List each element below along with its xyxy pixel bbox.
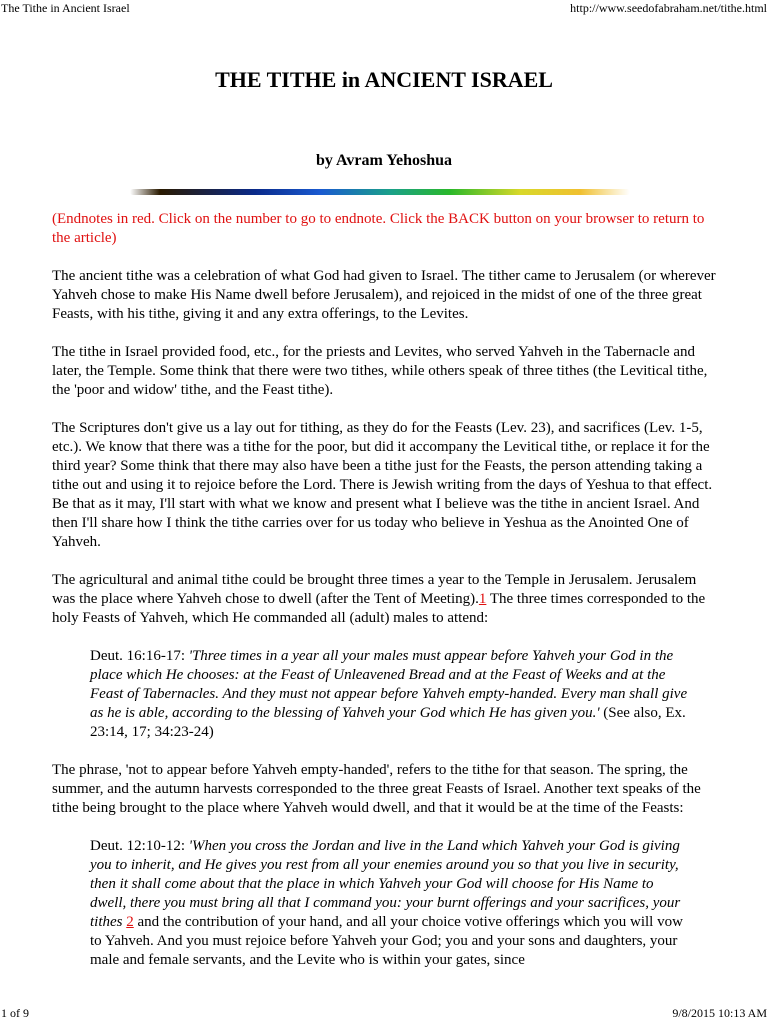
paragraph-2: The tithe in Israel provided food, etc., for the priests and Levites, who served Yahveh in the Tabernacle and later, the Temple. Some think that there were two tithes, while others speak of three tithes (the Levitical tithe, the 'poor and widow' tithe, and the Feast tithe).	[52, 344, 708, 398]
print-footer-page-count: 1 of 9	[1, 1006, 29, 1020]
quote-1-see-also: (See also, Ex. 23:14, 17; 34:23-24)	[90, 705, 686, 740]
quote-2-text: 'When you cross the Jordan and live in the Land which Yahveh your God is giving you to inherit, and He gives you rest from all your enemies around you so that you live in security, then it shall come about that the place in which Yahveh your God will choose for His Name to dwell, there you must bring all that I command you: your burnt offerings and your sacrifices, your tithes	[90, 838, 681, 930]
quote-1-reference: Deut. 16:16-17:	[90, 648, 189, 664]
article-body	[52, 210, 716, 989]
article-title: THE TITHE in ANCIENT ISRAEL	[215, 67, 553, 92]
print-header-url: http://www.seedofabraham.net/tithe.html	[570, 1, 767, 15]
paragraph-3: The Scriptures don't give us a lay out for tithing, as they do for the Feasts (Lev. 23), and sacrifices (Lev. 1-5, etc.). We know that there was a tithe for the poor, but did it accompany the Levitical tithe, or replace it for the third year? Some think that there may also have been a tithe just for the Feasts, the person attending taking a tithe out and using it to rejoice before the Lord. There is Jewish writing from the days of Yeshua to that effect. Be that as it may, I'll start with what we know and present what I believe was the tithe in ancient Israel. And then I'll share how I think the tithe carries over for us today who believe in Yeshua as the Anointed One of Yahveh.	[52, 420, 713, 550]
paragraph-4	[52, 571, 716, 628]
rainbow-divider	[130, 189, 630, 195]
paragraph-5: The phrase, 'not to appear before Yahveh empty-handed', refers to the tithe for that season. The spring, the summer, and the autumn harvests corresponded to the three great Feasts of Israel. Another text speaks of the tithe being brought to the place where Yahveh would dwell, and that it would be at the time of the Feasts:	[52, 762, 701, 816]
print-footer-datetime: 9/8/2015 10:13 AM	[672, 1006, 767, 1020]
quote-1-text: 'Three times in a year all your males must appear before Yahveh your God in the place which He chooses: at the Feast of Unleavened Bread and at the Feast of Weeks and at the Feast of Tabernacles. And they must not appear before Yahveh empty-handed. Every man shall give as he is able, according to the blessing of Yahveh your God which He has given you.'	[90, 648, 688, 721]
quote-deut-16	[90, 647, 690, 742]
quote-2-text-after: and the contribution of your hand, and all your choice votive offerings which you will vow to Yahveh. And you must rejoice before Yahveh your God; you and your sons and daughters, your male and female servants, and the Levite who is within your gates, since	[90, 914, 683, 968]
endnote-link-1[interactable]: 1	[478, 591, 487, 607]
quote-deut-12	[90, 837, 690, 970]
endnote-instructions: (Endnotes in red. Click on the number to go to endnote. Click the BACK button on your browser to return to the article)	[52, 211, 705, 246]
paragraph-1: The ancient tithe was a celebration of what God had given to Israel. The tither came to Jerusalem (or wherever Yahveh chose to make His Name dwell before Jerusalem), and rejoiced in the midst of one of the three great Feasts, with his tithe, giving it and any extra offerings, to the Levites.	[52, 268, 716, 322]
endnote-link-2[interactable]: 2	[126, 914, 134, 930]
print-header-title: The Tithe in Ancient Israel	[1, 1, 130, 15]
quote-2-reference: Deut. 12:10-12:	[90, 838, 189, 854]
article-author: by Avram Yehoshua	[315, 152, 453, 169]
paragraph-4-text-after: The three times corresponded to the holy Feasts of Yahveh, which He commanded all (adult) males to attend:	[52, 591, 706, 626]
paragraph-4-text-before: The agricultural and animal tithe could be brought three times a year to the Temple in Jerusalem. Jerusalem was the place where Yahveh chose to dwell (after the Tent of Meeting).	[52, 572, 697, 607]
print-footer	[1, 1005, 767, 1021]
print-header	[1, 0, 767, 16]
